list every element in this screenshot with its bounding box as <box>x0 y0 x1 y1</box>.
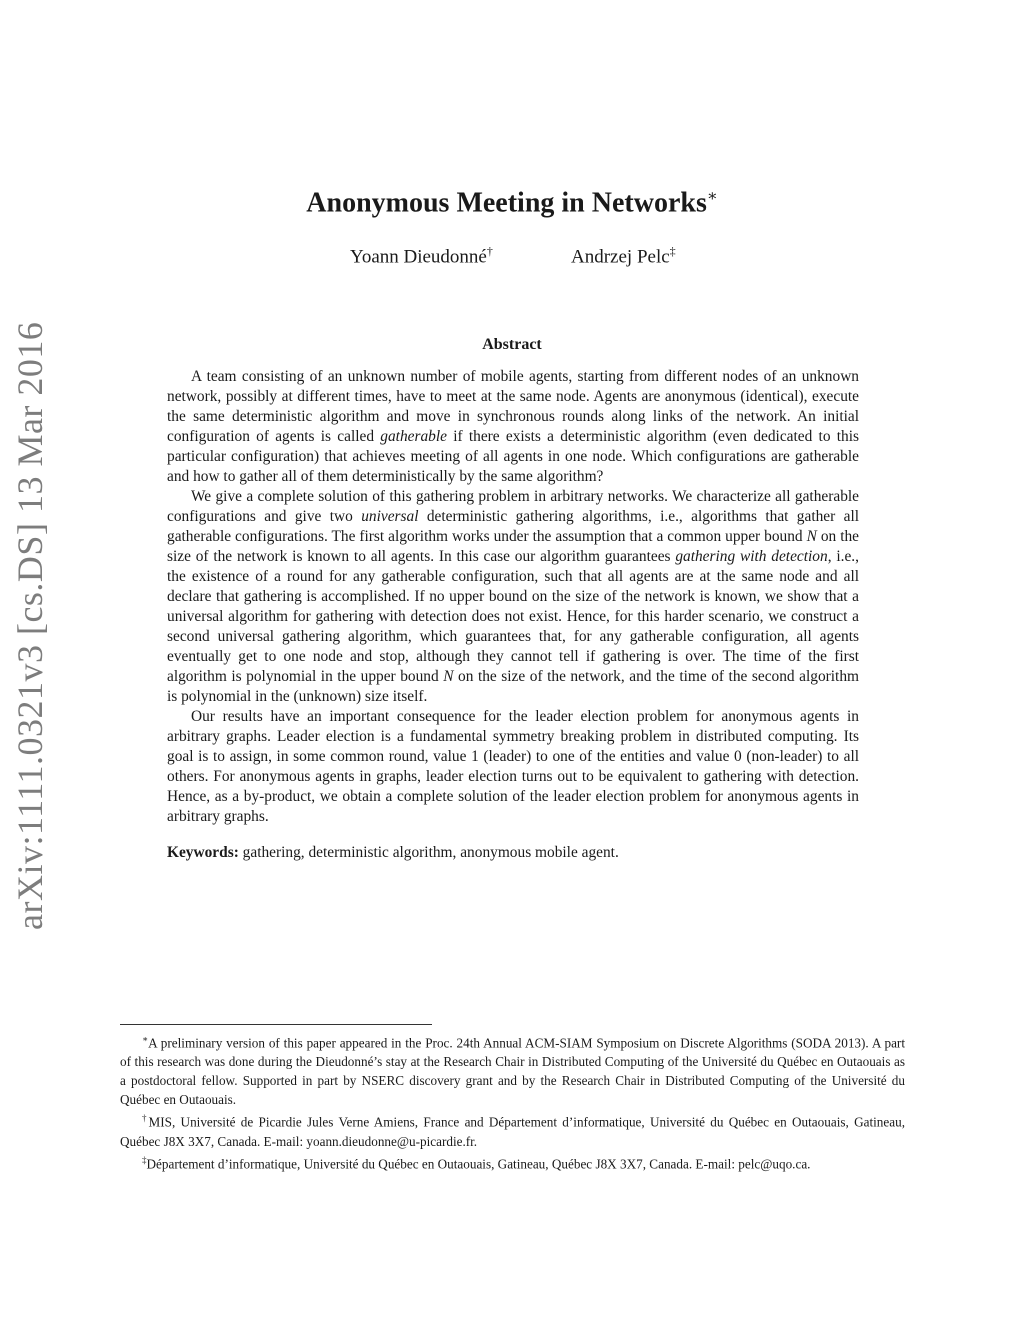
text-run: if there exists a deterministic algorithm (even dedicated to this particular configuration) that achieves meeting of all agents in one node. Which configurations are gatherable and how to gather all of them deterministically by the same algorithm? <box>167 428 859 485</box>
title-footnote-mark: ∗ <box>706 188 718 205</box>
author-name: Andrzej Pelc <box>571 246 670 268</box>
footnote-mark: ‡ <box>142 1154 147 1165</box>
keywords-line <box>167 843 859 863</box>
emphasis-gatherable: gatherable <box>380 428 447 445</box>
keywords-label: Keywords: <box>167 844 239 861</box>
footnote-text: A preliminary version of this paper appeared in the Proc. 24th Annual ACM-SIAM Symposium on Discrete Algorithms (SODA 2013). A part of this research was done during the Dieudonné’s stay at the Research Chair in Distributed Computing of the Université du Québec en Outaouais as a postdoctoral fellow. Supported in part by NSERC discovery grant and by the Research Chair in Distributed Computing of the Université du Québec en Outaouais. <box>120 1035 905 1108</box>
paper-title <box>0 186 1024 219</box>
text-run: , i.e., the existence of a round for any gatherable configuration, such that all agents are at the same node and all declare that gathering is accomplished. If no upper bound on the size of the network is known, we show that a universal algorithm for gathering with detection does not exist. Hence, for this harder scenario, we construct a second universal gathering algorithm, which guarantees that, for any gatherable configuration, all agents eventually get to one node and stop, although they cannot tell if gathering is over. The time of the first algorithm is polynomial in the upper bound <box>167 548 859 685</box>
text-run: on the size of the network is known to all agents. In this case our algorithm guarantees <box>167 528 859 565</box>
footnote-mark: ∗ <box>142 1034 149 1044</box>
author-pelc <box>571 244 676 268</box>
footnotes <box>120 1030 905 1173</box>
author-name: Yoann Dieudonné <box>350 246 487 268</box>
emphasis-universal: universal <box>361 508 419 525</box>
keywords-text: gathering, deterministic algorithm, anonymous mobile agent. <box>238 844 619 861</box>
footnote-text: MIS, Université de Picardie Jules Verne Amiens, France and Département d’informatique, Université du Québec en Outaouais, Gatineau, Québec J8X 3X7, Canada. E-mail: yoann.dieudonne@u-picardie.fr. <box>120 1114 905 1149</box>
abstract-paragraph-3: Our results have an important consequence for the leader election problem for anonymous agents in arbitrary graphs. Leader election is a fundamental symmetry breaking problem in distributed computing. Its goal is to assign, in some common round, value 1 (leader) to one of the entities and value 0 (non-leader) to all others. For anonymous agents in graphs, leader election turns out to be equivalent to gathering with detection. Hence, as a by-product, we obtain a complete solution of the leader election problem for anonymous agents in arbitrary graphs. <box>167 708 859 825</box>
paper-title-text: Anonymous Meeting in Networks <box>306 187 707 219</box>
abstract-body <box>167 367 859 827</box>
footnote-divider <box>120 1024 432 1025</box>
emphasis-gathering-with-detection: gathering with detection <box>675 548 828 565</box>
author-footnote-mark: ‡ <box>669 244 676 258</box>
arxiv-identifier: arXiv:1111.0321v3 [cs.DS] 13 Mar 2016 <box>10 321 50 930</box>
abstract-paragraph-1 <box>167 367 859 487</box>
math-symbol-n: N <box>806 528 817 545</box>
author-footnote-mark: † <box>486 244 493 258</box>
footnote-mark: † <box>142 1113 149 1124</box>
footnote-dieudonne-affiliation <box>120 1109 905 1150</box>
abstract-paragraph-2 <box>167 487 859 707</box>
abstract-heading: Abstract <box>482 336 542 353</box>
text-run: A team consisting of an unknown number of mobile agents, starting from different nodes of an unknown network, possibly at different times, have to meet at the same node. Agents are anonymous (identical), execute the same deterministic algorithm and move in synchronous rounds along links of the network. An initial configuration of agents is called <box>167 368 859 445</box>
text-run: deterministic gathering algorithms, i.e., algorithms that gather all gatherable configurations. The first algorithm works under the assumption that a common upper bound <box>167 508 859 545</box>
math-symbol-n: N <box>443 668 454 685</box>
text-run: We give a complete solution of this gathering problem in arbitrary networks. We characterize all gatherable configurations and give two <box>167 488 859 525</box>
footnote-pelc-affiliation <box>120 1151 905 1173</box>
footnote-text: Département d’informatique, Université du Québec en Outaouais, Gatineau, Québec J8X 3X7, Canada. E-mail: pelc@uqo.ca. <box>146 1156 811 1172</box>
footnote-preliminary <box>120 1030 905 1109</box>
author-dieudonne <box>350 244 493 268</box>
text-run: on the size of the network, and the time of the second algorithm is polynomial in the (unknown) size itself. <box>167 668 860 705</box>
